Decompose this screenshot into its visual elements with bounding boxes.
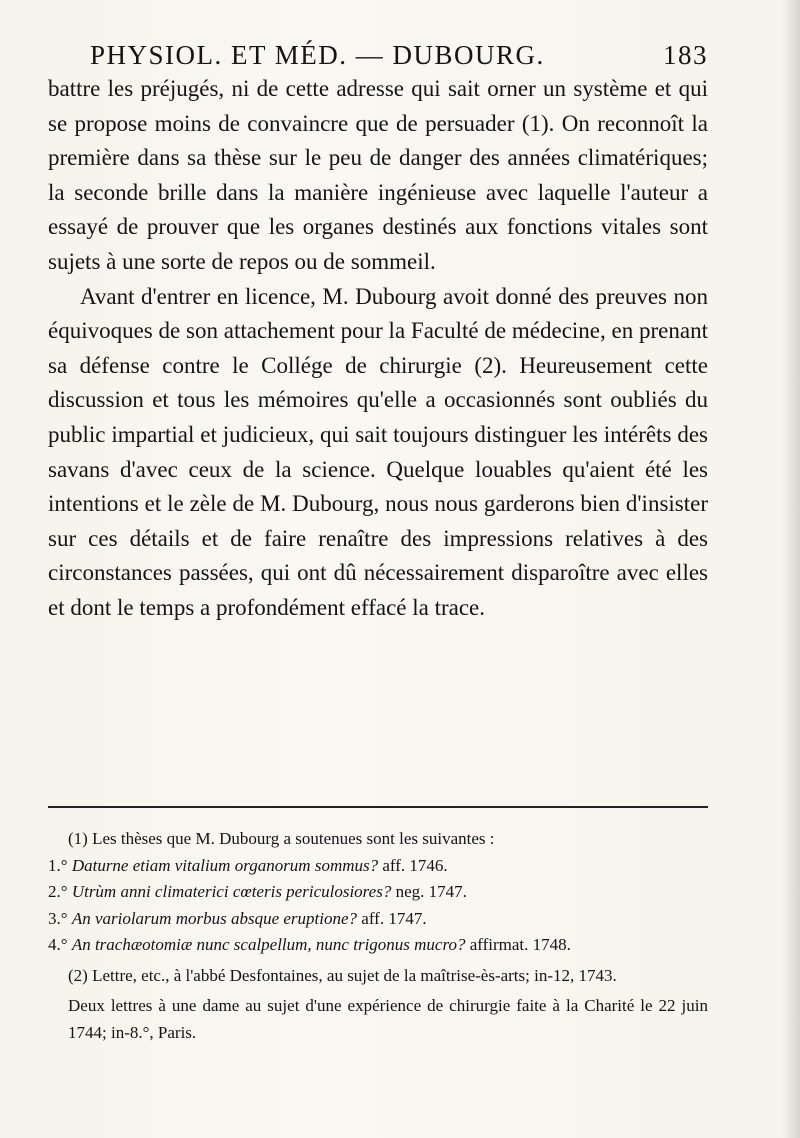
thesis-number: 4.° xyxy=(48,935,68,954)
thesis-item xyxy=(48,906,708,933)
thesis-title: Daturne etiam vitalium organorum sommus? xyxy=(71,855,379,875)
thesis-verdict: affirmat. 1748. xyxy=(469,935,571,954)
running-title: PHYSIOL. ET MÉD. — DUBOURG. xyxy=(90,40,545,70)
thesis-number: 1.° xyxy=(48,855,68,875)
thesis-verdict: neg. 1747. xyxy=(395,882,467,901)
footnotes xyxy=(48,826,708,1046)
thesis-verdict: aff. 1747. xyxy=(361,908,427,928)
main-text xyxy=(48,72,708,626)
thesis-title: Utrùm anni climaterici cœteris periculosiores? xyxy=(71,882,392,901)
footnote-2-continued: Deux lettres à une dame au sujet d'une expérience de chirurgie faite à la Charité le 22 juin 1744; in-8.°, Paris. xyxy=(68,996,708,1042)
running-header xyxy=(90,40,708,71)
thesis-item xyxy=(48,853,708,880)
thesis-item xyxy=(48,879,708,906)
thesis-title: An trachæotomiæ nunc scalpellum, nunc trigonus mucro? xyxy=(71,935,466,954)
thesis-item xyxy=(48,932,708,959)
page-edge-shadow xyxy=(782,0,800,1138)
footnote-rule xyxy=(48,806,708,808)
thesis-title: An variolarum morbus absque eruptione? xyxy=(71,908,358,928)
paragraph: Avant d'entrer en licence, M. Dubourg avoit donné des preuves non équivoques de son attachement pour la Faculté de médecine, en prenant sa défense contre le Collége de chirurgie (2). Heureusement cette discussion et tous les mémoires qu'elle a occasionnés sont oubliés du public impartial et judicieux, qui sait toujours distinguer les intérêts des savans d'avec ceux de la science. Quelque louables qu'aient été les intentions et le zèle de M. Dubourg, nous nous garderons bien d'insister sur ces détails et de faire renaître des impressions relatives à des circonstances passées, qui ont dû nécessairement disparoître avec elles et dont le temps a profondément effacé la trace. xyxy=(48,283,708,620)
footnote-1-intro: (1) Les thèses que M. Dubourg a soutenues sont les suivantes : xyxy=(68,829,495,848)
footnote-2: (2) Lettre, etc., à l'abbé Desfontaines, au sujet de la maîtrise-ès-arts; in-12, 1743. xyxy=(68,965,617,985)
page-number: 183 xyxy=(663,40,708,70)
paragraph: battre les préjugés, ni de cette adresse qui sait orner un système et qui se propose moins de convaincre que de persuader (1). On reconnoît la première dans sa thèse sur le peu de danger des années climatériques; la seconde brille dans la manière ingénieuse avec laquelle l'auteur a essayé de prouver que les organes destinés aux fonctions vitales sont sujets à une sorte de repos ou de sommeil. xyxy=(48,76,708,274)
thesis-number: 3.° xyxy=(48,908,68,928)
thesis-verdict: aff. 1746. xyxy=(382,855,448,875)
thesis-number: 2.° xyxy=(48,882,68,901)
